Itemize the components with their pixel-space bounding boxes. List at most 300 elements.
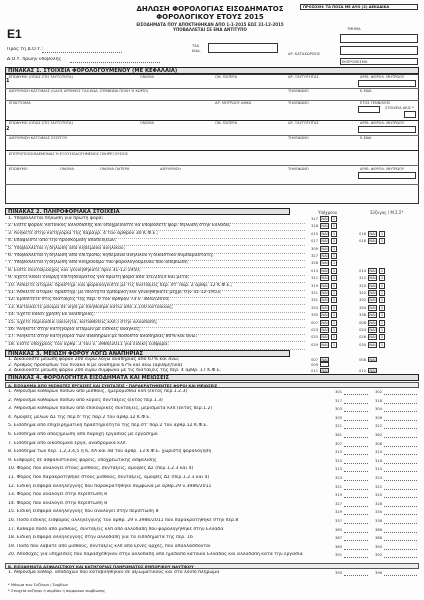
t2-row-text xyxy=(8,283,308,288)
t2-row-yes-box[interactable]: ΝΑΙ xyxy=(321,261,328,266)
t2-row-code1: 331 xyxy=(311,298,318,303)
t1-surname-label: ΕΠΩΝΥΜΟ (ΟΠΩΣ ΣΤΗ ΤΑΥΤΟΤΗΤΑ) xyxy=(9,75,73,79)
t1-sp-address-label: ΔΙΕΥΘΥΝΣΗ ΚΑΤΟΙΚΙΑΣ ΣΥΖΥΓΟΥ xyxy=(9,136,68,140)
t2-row-sp-yes-box[interactable]: ΝΑΙ xyxy=(369,268,376,273)
t2-row-check-box[interactable]: 1 xyxy=(332,261,336,266)
t2-row-check-box[interactable]: 1 xyxy=(332,231,336,236)
t3-row-code1: 011 xyxy=(311,368,318,373)
t2-row-sp-check-box[interactable]: 1 xyxy=(380,239,384,244)
t2-row-sp-check-box[interactable]: 1 xyxy=(380,276,384,281)
t4-row-code2: 386 xyxy=(375,527,382,532)
t2-row-sp-yes-box[interactable]: ΝΑΙ xyxy=(369,298,376,303)
t2-row-code2: 336 xyxy=(359,313,366,318)
t2-row-sp-check-box[interactable]: 1 xyxy=(380,298,384,303)
t2-row-yes-box[interactable]: ΝΑΙ xyxy=(321,268,328,273)
t1-id-label: ΑΡ. ΤΑΥΤΟΤΗΤΑΣ xyxy=(288,75,319,79)
tmima-box[interactable] xyxy=(340,34,418,43)
t2-row-sp-check-box[interactable]: 1 xyxy=(380,268,384,273)
t2-row-yes-box[interactable]: ΝΑΙ xyxy=(321,246,328,251)
t2-row-check-box[interactable]: 1 xyxy=(332,217,336,221)
t2-row-text xyxy=(8,305,308,310)
table1-header: ΠΙΝΑΚΑΣ 1. ΣΤΟΙΧΕΙΑ ΦΟΡΟΛΟΓΟΥΜΕΝΟΥ (ΜΕ ΚΕΦΑΛΑΙΑ) xyxy=(5,67,419,74)
t4-row-amount1[interactable] xyxy=(344,501,368,507)
t1-stoixeia-label: ΣΤΟΙΧΕΙΑ ΑΚΙΣ * xyxy=(385,106,414,110)
t1-email-label: E-MAIL xyxy=(360,89,373,93)
t4-row-number: 20. xyxy=(8,552,16,558)
t4-row-number: 13. xyxy=(8,492,16,498)
t4-row-code2: 330 xyxy=(375,510,382,515)
t1-stoixeia-box[interactable] xyxy=(404,111,416,118)
t1-sp-surname-label: ΕΠΩΝΥΜΟ (ΟΠΩΣ ΣΤΗ ΤΑΥΤΟΤΗΤΑ) xyxy=(9,121,73,125)
t4-row-amount2[interactable] xyxy=(384,398,417,404)
t1-phone2-label: ΤΗΛΕΦΩΝΟ xyxy=(288,101,309,105)
t4-row-code1: 303 xyxy=(335,407,342,412)
t2-row-yes-box[interactable]: ΝΑΙ xyxy=(321,254,328,258)
t2-row-code1: 327 xyxy=(311,254,318,258)
t2-row-number: 2. xyxy=(8,223,13,229)
t1-rep-name: ΟΝΟΜΑ xyxy=(60,167,74,171)
t4-row-label: Αθροισμα καθαρών ποσών από κύριες συντάξεις (εκτός περ.1.3) xyxy=(13,397,163,403)
t4-row-amount2[interactable] xyxy=(384,466,417,472)
t4-row-amount1[interactable] xyxy=(344,484,368,490)
t4-row-amount1[interactable] xyxy=(344,449,368,455)
t4-row-number: 12. xyxy=(8,483,16,489)
t1-sp-name-label: ΟΝΟΜΑ xyxy=(140,121,154,125)
t4-row-amount2[interactable] xyxy=(384,458,417,464)
t2-row-number: 7. xyxy=(8,260,13,266)
t3-row-sp-yes-box[interactable]: ΝΑΙ xyxy=(369,357,376,362)
t4-row-label: Αθροισμα καθαρών ποσών από μισθούς, ημερομίσθια κλπ (εκτός περ.1.2.3) xyxy=(13,389,188,394)
t2-row-text xyxy=(8,297,308,302)
t2-row-label: Υποβάλλεται η δήλωση από επίτροπο, κηδεμόνα ανηλίκου ή δικαστικό συμπαραστάτη; xyxy=(13,253,214,258)
t2-row-sp-yes-box[interactable]: ΝΑΙ xyxy=(369,335,376,340)
t4-row-label: Εισφορές σε ασφαλιστικούς φορείς, υποχρεωτικής ασφάλισης xyxy=(13,457,157,463)
table4-sub-a: Α. ΕΙΣΟΔΗΜΑ ΑΠΟ ΜΙΣΘΩΤΕΣ ΕΡΓΑΣΙΕΣ ΚΑΙ ΣΥΝΤΑΞΕΙΣ - ΠΑΡΑΚΡΑΤΗΘΕΝΤΕΣ ΦΟΡΟΙ ΚΑΙ ΜΕΙΩΣΕΙΣ xyxy=(5,382,419,388)
t4-row-text xyxy=(8,544,330,549)
t2-row-code2: 026 xyxy=(359,335,366,340)
t4-row-code1: 313 xyxy=(335,450,342,455)
t2-row-code1: 029 xyxy=(311,342,318,347)
t4-row-label: Φόρος που αναλογεί στους μισθούς, συντάξεις, αμοιβές ΔΣ (περ.1.2.3 και 4) xyxy=(16,466,194,472)
t1-afm-box[interactable] xyxy=(358,80,416,87)
t4-row-code2: 390 xyxy=(375,544,382,549)
t4-row-amount2[interactable] xyxy=(384,449,417,455)
t2-row-label: Ανήκετε στην κατηγορία των αναπήρων με ποσοστό αναπηρίας 80% και άνω; xyxy=(16,334,198,340)
t2-row-code2: 008 xyxy=(359,320,366,325)
t4-row-code1: 387 xyxy=(335,536,342,541)
t2-row-text xyxy=(8,216,308,221)
t4-row-amount2[interactable] xyxy=(384,509,417,515)
t4-row-amount1[interactable] xyxy=(344,509,368,515)
t2-row-text xyxy=(8,223,308,228)
t2-row-code1: 335 xyxy=(311,313,318,318)
t2-row-label: Είστε συνταξιούχος και γεννηθήκατε πριν 31-12-1950; xyxy=(13,267,141,273)
t4-row-b1-amount2[interactable] xyxy=(384,570,417,576)
t4-row-text xyxy=(8,466,330,471)
t4-row-amount1[interactable] xyxy=(344,518,368,524)
t2-row-code2: 334 xyxy=(359,305,366,310)
t4-row-amount1[interactable] xyxy=(344,398,368,404)
t2-row-label: Υποβάλλεται δήλωση για πρώτη φορά; xyxy=(13,216,104,221)
t2-col-ypoxreos: Υπόχρεου xyxy=(318,210,338,215)
t2-row-label: Κατοικείτε μόνιμα σε νησί με πληθυσμό κάτω από 3.100 κατοίκους; xyxy=(16,304,174,310)
tmima-label: ΤΜΗΜΑ xyxy=(347,27,361,31)
t2-row-label: Ανήκετε στην κατηγορία της παραγρ. 4 του άρθρου 30 Κ.Φ.Ε.; xyxy=(13,230,159,236)
t2-row-sp-check-box[interactable]: 1 xyxy=(380,291,384,295)
t4-row-number: 7. xyxy=(8,440,13,446)
t2-row-check-box[interactable]: 1 xyxy=(332,320,336,325)
t1-address-label: ΔΙΕΥΘΥΝΣΗ ΚΑΤΟΙΚΙΑΣ (ΟΔΟΣ ΑΡΙΘΜΟΣ ΤΑΧ.ΚΩΔ. ΣΥΜΦΩΝΑ ΠΟΛΗ Ή ΧΩΡΙΟ) xyxy=(9,89,149,93)
t3-row-label: Δικαιούστε μείωση φόρου 200 ευρώ σύμφωνα με τις διατάξεις της περ. 4 άρθρ. 17 Κ.Φ.Ε. xyxy=(13,368,222,374)
t2-row-yes-box[interactable]: ΝΑΙ xyxy=(321,224,328,229)
t4-row-amount2[interactable] xyxy=(384,441,417,447)
t3-row-sp-yes-box[interactable]: ΝΑΙ xyxy=(369,368,376,373)
t4-row-code2: 318 xyxy=(375,398,382,403)
t4-row-code2: 302 xyxy=(375,390,382,394)
t1-rep-title: ΕΠΙΤΡΟΠΟΣ/ΚΗΔΕΜΟΝΑΣ Ή ΕΞΟΥΣΙΟΔΟΤΗΜΕΝΟΣ ΠΛΗΡΕΞΟΥΣΙΟΣ xyxy=(9,152,129,156)
t2-row-yes-box[interactable]: ΝΑΙ xyxy=(321,305,328,310)
t2-row-sp-check-box[interactable]: 1 xyxy=(380,231,384,236)
t4-row-code2: 328 xyxy=(375,501,382,506)
t2-row-label: Υποβάλλεται η δήλωση από κληρονόμο του φορολογούμενου που απεβίωσε; xyxy=(13,260,189,266)
t4-row-number: 15. xyxy=(8,509,16,515)
t3-row-yes-box[interactable]: ΝΑΙ xyxy=(321,368,328,373)
t4-row-amount2[interactable] xyxy=(384,484,417,490)
t4-row-code2: 314 xyxy=(375,450,382,455)
t2-row-check-box[interactable]: 1 xyxy=(332,268,336,273)
t2-row-check-box[interactable]: 1 xyxy=(332,342,336,347)
t4-row-label: Φόρος που παρακρατήθηκε στους μισθούς, συντάξεις, αμοιβές ΔΣ (περ.1.2.3 και 4) xyxy=(16,475,210,480)
t4-row-amount2[interactable] xyxy=(384,518,417,524)
t2-row-code2: 322 xyxy=(359,291,366,295)
t4-row-number: 14. xyxy=(8,500,16,506)
t4-row-amount1[interactable] xyxy=(344,466,368,472)
t4-row-number: 19. xyxy=(8,543,16,549)
t2-row-sp-check-box[interactable]: 1 xyxy=(380,328,384,332)
t2-row-check-box[interactable]: 1 xyxy=(332,276,336,281)
t2-row-sp-yes-box[interactable]: ΝΑΙ xyxy=(369,231,376,236)
t2-row-code1: 317 xyxy=(311,217,318,221)
t1-amka-label: ΑΡ. ΜΗΤΡΩΟΥ ΑΜΚΑ xyxy=(215,101,252,105)
t1-rep-phone: ΤΗΛΕΦΩΝΟ xyxy=(288,167,309,171)
t2-row-code1: 015 xyxy=(311,231,318,236)
t1-birth-label: ΕΤΟΣ ΓΕΝΝΗΣΗΣ xyxy=(360,101,391,105)
t1-rep-afm-box[interactable] xyxy=(358,172,416,179)
form-subtitle-2: ΥΠΟΒΑΛΛΕΤΑΙ ΣΕ ΕΝΑ ΑΝΤΙΤΥΠΟ xyxy=(173,27,247,32)
t4-row-amount1[interactable] xyxy=(344,492,368,498)
form-title-1: ΔΗΛΩΣΗ ΦΟΡΟΛΟΓΙΑΣ ΕΙΣΟΔΗΜΑΤΟΣ xyxy=(136,5,284,13)
t2-row-number: 10. xyxy=(8,282,16,288)
t2-row-text xyxy=(8,342,308,347)
t2-row-yes-box[interactable]: ΝΑΙ xyxy=(321,298,328,303)
t2-row-text xyxy=(8,290,308,295)
t4-row-b1-text: 1. Αθροισμα καθαρ. αποδοχών που καταβλήθηκαν σε αξιωματικούς και στο λοιπό πλήρωμα xyxy=(8,570,220,575)
tax-label: ΤΑΧ xyxy=(192,44,200,48)
t4-row-label: Εισόδημα από οικοδομικά έργα, αναδρομικά κλπ. xyxy=(13,440,127,446)
t4-row-label: Ποσό ειδικής εισφοράς αλληλεγγύης του άρθρ. 29 ν.3986/2011 που παρακρατήθηκε στην περ.8 xyxy=(16,518,239,523)
t2-row-number: 13. xyxy=(8,304,16,310)
t2-row-yes-box[interactable]: ΝΑΙ xyxy=(321,328,328,332)
t1-father-label: ΟΝ. ΠΑΤΕΡΑ xyxy=(215,75,238,79)
t2-row-sp-yes-box[interactable]: ΝΑΙ xyxy=(369,239,376,244)
t1-rep-surname: ΕΠΩΝΥΜΟ xyxy=(9,167,28,171)
t4-row-text xyxy=(8,475,330,480)
t4-row-amount1[interactable] xyxy=(344,415,368,421)
t2-row-yes-box[interactable]: ΝΑΙ xyxy=(321,335,328,340)
t2-row-yes-box[interactable]: ΝΑΙ xyxy=(321,291,328,295)
t4-row-amount2[interactable] xyxy=(384,423,417,429)
t2-row-sp-yes-box[interactable]: ΝΑΙ xyxy=(369,291,376,295)
table3-header: ΠΙΝΑΚΑΣ 3. ΜΕΙΩΣΗ ΦΟΡΟΥ ΛΟΓΩ ΑΝΑΠΗΡΙΑΣ xyxy=(5,350,290,357)
t4-row-amount2[interactable] xyxy=(384,544,417,550)
table4-header: ΠΙΝΑΚΑΣ 4. ΦΟΡΟΛΟΓΗΤΕΑ ΕΙΣΟΔΗΜΑΤΑ ΚΑΙ ΜΕΙΩΣΕΙΣ xyxy=(5,374,419,381)
table4-sub-b: Β. ΕΙΣΟΔΗΜΑΤΑ ΑΣΦΑΛΙΣΤΙΚΟΥ ΚΑΙ ΚΑΤΗΓΟΡΙΑΣ ΠΛΗΡΩΜΑΤΟΣ ΕΜΠΟΡΙΚΟΥ ΝΑΥΤΙΚΟΥ xyxy=(5,563,419,569)
t4-row-label: Αποδοχές για υπηρεσίες που παρασχέθηκαν στην αλλοδαπή από ημεδαπό κάτοικο Ελλάδας και αλλοδαπή κατά την εργασία xyxy=(16,552,303,558)
t2-row-text xyxy=(8,312,308,317)
t2-row-code1: 007 xyxy=(311,320,318,325)
t2-row-text xyxy=(8,334,308,339)
t4-row-code2: 392 xyxy=(375,553,382,558)
t4-row-text xyxy=(8,518,330,523)
t4-row-code2: 362 xyxy=(375,433,382,437)
t4-row-code1: 305 xyxy=(335,415,342,420)
t4-row-code2: 322 xyxy=(375,484,382,489)
t1-birth-box[interactable] xyxy=(358,106,380,113)
t4-row-code1: 385 xyxy=(335,527,342,532)
t2-row-code2: 018 xyxy=(359,239,366,244)
t1-rep-father: ΟΝΟΜΑ ΠΑΤΕΡΑ xyxy=(100,167,130,171)
t4-row-number: 16. xyxy=(8,518,16,523)
t2-row-code2: 332 xyxy=(359,298,366,303)
t2-row-code2: 312 xyxy=(359,276,366,281)
t2-row-yes-box[interactable]: ΝΑΙ xyxy=(321,313,328,318)
t4-row-amount2[interactable] xyxy=(384,492,417,498)
t4-row-code1: 321 xyxy=(335,424,342,429)
kod-label: ΚΩΔ. xyxy=(192,49,201,53)
t4-row-number: 1. xyxy=(8,389,13,394)
t3-row-number: 2. xyxy=(8,362,13,368)
t2-row-check-box[interactable]: 1 xyxy=(332,224,336,229)
t1-sp-father-label: ΟΝ. ΠΑΤΕΡΑ xyxy=(215,121,238,125)
t4-row-amount1[interactable] xyxy=(344,389,368,395)
t3-row-code1: 007 xyxy=(311,357,318,362)
t4-row-text xyxy=(8,423,330,428)
t2-row-number: 3. xyxy=(8,230,13,236)
t2-row-sp-yes-box[interactable]: ΝΑΙ xyxy=(369,283,376,288)
t2-row-sp-yes-box[interactable]: ΝΑΙ xyxy=(369,328,376,332)
t1-rep-afm: ΑΡΙΘ. ΦΟΡΟΛ. ΜΗΤΡΩΟΥ xyxy=(360,167,405,171)
form-title-2: ΦΟΡΟΛΟΓΙΚΟΥ ΕΤΟΥΣ 2015 xyxy=(156,13,264,21)
t4-row-amount1[interactable] xyxy=(344,423,368,429)
t1-mark-2: 2 xyxy=(6,126,10,132)
form-code: E1 xyxy=(7,27,22,41)
t4-row-amount2[interactable] xyxy=(384,552,417,558)
t4-row-text xyxy=(8,535,330,540)
t3-row-label: Δικαιούστε μείωση φόρου 200 ευρώ λόγω αναπηρίας από 67% και άνω; xyxy=(13,357,180,362)
t4-row-text xyxy=(8,398,330,403)
t2-row-label: Εμπίπτετε στις διατάξεις της περ. δ του άρθρου 73 ν. 3842/2010; xyxy=(16,297,170,303)
ar-kataxorisis-box[interactable] xyxy=(340,46,418,55)
t2-row-number: 5. xyxy=(8,245,13,251)
t4-row-amount1[interactable] xyxy=(344,475,368,481)
t4-row-amount2[interactable] xyxy=(384,527,417,533)
t2-row-yes-box[interactable]: ΝΑΙ xyxy=(321,217,328,221)
t4-row-label: Καθαρό ποσό από μισθούς, συντάξεις κλπ από αλλοδαπή που φορολογήθηκε στην Ελλάδα xyxy=(16,526,224,532)
t4-row-b1-amount1[interactable] xyxy=(344,570,368,576)
t2-row-check-box[interactable]: 1 xyxy=(332,291,336,295)
t4-row-label: Αμοιβές μελών ΔΣ της περ.δ' της παρ.2 του άρθρ.12 Κ.Φ.Ε. xyxy=(13,414,151,420)
t4-row-amount2[interactable] xyxy=(384,389,417,395)
doy-prin-label: Δ.Ο.Υ. πρώην υποβολής xyxy=(7,57,62,62)
t4-row-number: 18. xyxy=(8,535,16,541)
t2-row-code1: 318 xyxy=(311,224,318,229)
t4-row-amount1[interactable] xyxy=(344,432,368,438)
t4-row-text xyxy=(8,492,330,497)
t3-row-code2: 012 xyxy=(359,368,366,373)
t2-row-number: 14. xyxy=(8,312,16,318)
t4-row-code1: 319 xyxy=(335,493,342,498)
t2-row-code1: 328 xyxy=(311,261,318,266)
t2-col-syzygos: Σύζυγος / Μ.Σ.Σ* xyxy=(370,210,404,215)
t4-row-amount1[interactable] xyxy=(344,406,368,412)
t4-row-label: Εισόδημα από επιχειρηματική δραστηριότητα της περ.στ' παρ.2 του άρθρ.12 Κ.Φ.Ε. xyxy=(13,423,208,429)
t2-row-sp-yes-box[interactable]: ΝΑΙ xyxy=(369,276,376,281)
t1-phone-label: ΤΗΛΕΦΩΝΟ xyxy=(288,89,309,93)
t4-row-label: Φόρος που αναλογεί στην περίπτωση 8 xyxy=(16,492,108,498)
table2-header: ΠΙΝΑΚΑΣ 2. ΠΛΗΡΟΦΟΡΙΑΚΑ ΣΤΟΙΧΕΙΑ xyxy=(5,208,290,215)
t2-row-number: 8. xyxy=(8,267,13,273)
t4-row-b1-code1: 395 xyxy=(335,571,342,575)
t4-row-text xyxy=(8,552,330,557)
t2-row-code2: 024 xyxy=(359,328,366,332)
t2-row-sp-yes-box[interactable]: ΝΑΙ xyxy=(369,313,376,318)
t4-row-amount2[interactable] xyxy=(384,415,417,421)
t2-row-yes-box[interactable]: ΝΑΙ xyxy=(321,283,328,288)
t4-row-code2: 308 xyxy=(375,441,382,446)
t2-row-check-box[interactable]: 1 xyxy=(332,283,336,288)
t2-row-check-box[interactable]: 1 xyxy=(332,328,336,332)
t2-row-check-box[interactable]: 1 xyxy=(332,246,336,251)
t4-row-code1: 361 xyxy=(335,433,342,437)
t2-row-sp-check-box[interactable]: 1 xyxy=(380,305,384,310)
t4-row-amount1[interactable] xyxy=(344,535,368,541)
t2-row-check-box[interactable]: 1 xyxy=(332,313,336,318)
t2-row-code2: 016 xyxy=(359,231,366,236)
t4-row-number: 17. xyxy=(8,526,16,532)
t4-row-label: Αθροισμα καθαρών ποσών από επικουρικές συντάξεις, μερίσματα κλπ (εκτός περ.1.2) xyxy=(13,406,213,412)
t2-row-code2: 320 xyxy=(359,283,366,288)
t2-row-sp-yes-box[interactable]: ΝΑΙ xyxy=(369,305,376,310)
t2-row-label: Ανήκετε στην κατηγορία ατόμων με ειδικές ανάγκες; xyxy=(16,327,141,332)
t2-row-text xyxy=(8,246,308,251)
t3-row-text xyxy=(8,363,308,368)
t4-row-label: Εισόδημα από αποζημίωση από παροχή εργασίας με εργόσημο xyxy=(13,432,158,437)
t4-row-text xyxy=(8,441,330,446)
t3-row-yes-box[interactable]: ΝΑΙ xyxy=(321,357,328,362)
t2-row-yes-box[interactable]: ΝΑΙ xyxy=(321,276,328,281)
t2-row-text xyxy=(8,260,308,265)
t4-row-amount2[interactable] xyxy=(384,535,417,541)
t4-row-amount2[interactable] xyxy=(384,475,417,481)
t3-row-text xyxy=(8,368,308,373)
t2-row-sp-yes-box[interactable]: ΝΑΙ xyxy=(369,320,376,325)
t2-row-number: 1. xyxy=(8,216,13,221)
t2-row-label: Είστε φορολ. κάτοικος αλλοδαπής και υποχρεούστε να υποβάλετε φορ. δήλωση στην Ελλάδα; xyxy=(13,223,231,229)
t2-row-check-box[interactable]: 1 xyxy=(332,254,336,258)
t2-row-sp-yes-box[interactable]: ΝΑΙ xyxy=(369,342,376,347)
t2-row-sp-check-box[interactable]: 1 xyxy=(380,320,384,325)
t1-afm-label: ΑΡΙΘ. ΦΟΡΟΛ. ΜΗΤΡΩΟΥ xyxy=(360,75,405,79)
t2-row-label: Υποβάλλεται η δήλωση από κηδεμόνα ανηλίκου; xyxy=(13,245,126,251)
t2-row-number: 15. xyxy=(8,319,16,325)
t4-row-amount1[interactable] xyxy=(344,544,368,550)
t4-row-amount2[interactable] xyxy=(384,501,417,507)
t2-row-label: Έχετε περιουσία (ακίνητα, καταθέσεις κλπ.) στην αλλοδαπή; xyxy=(16,319,158,325)
t4-row-text xyxy=(8,509,330,514)
t1-sp-phone-label: ΤΗΛΕΦΩΝΟ xyxy=(288,136,309,140)
t4-row-text xyxy=(8,449,330,454)
t1-rep-address: ΔΙΕΥΘΥΝΣΗ xyxy=(160,167,181,171)
t2-row-yes-box[interactable]: ΝΑΙ xyxy=(321,342,328,347)
t2-row-check-box[interactable]: 1 xyxy=(332,298,336,303)
t4-row-label: Ειδική εισφορά αλληλεγγύης που αναλογεί στην περίπτωση 8 xyxy=(16,509,159,515)
t4-row-amount1[interactable] xyxy=(344,527,368,533)
t1-sp-afm-box[interactable] xyxy=(358,126,416,133)
t4-row-code1: 337 xyxy=(335,519,342,523)
t4-row-amount1[interactable] xyxy=(344,441,368,447)
t3-row-number: 3. xyxy=(8,368,13,374)
t4-row-code2: 320 xyxy=(375,493,382,498)
t2-row-yes-box[interactable]: ΝΑΙ xyxy=(321,231,328,236)
t4-row-amount1[interactable] xyxy=(344,458,368,464)
t4-row-code1: 315 xyxy=(335,458,342,463)
t3-row-code2: 008 xyxy=(359,357,366,362)
t2-row-text xyxy=(8,268,308,273)
t3-row-code1: 009 xyxy=(311,363,318,368)
t4-row-label: Φόρος που αναλογεί στην περίπτωση 8 xyxy=(16,500,108,506)
t4-row-amount2[interactable] xyxy=(384,406,417,412)
t2-row-check-box[interactable]: 1 xyxy=(332,305,336,310)
t4-row-amount1[interactable] xyxy=(344,552,368,558)
t2-row-sp-check-box[interactable]: 1 xyxy=(380,283,384,288)
t4-row-text xyxy=(8,389,330,394)
t2-row-yes-box[interactable]: ΝΑΙ xyxy=(321,320,328,325)
t2-row-code1: 319 xyxy=(311,283,318,288)
t3-row-yes-box[interactable] xyxy=(320,362,329,367)
t2-row-sp-check-box[interactable]: 1 xyxy=(380,342,384,347)
tax-kod-box[interactable] xyxy=(208,43,278,53)
t4-row-code1: 391 xyxy=(335,553,342,558)
t4-row-number: 3. xyxy=(8,406,13,412)
t2-row-text xyxy=(8,238,308,243)
t4-row-number: 11. xyxy=(8,475,16,480)
t2-row-check-box[interactable]: 1 xyxy=(332,335,336,340)
t4-row-number: 10. xyxy=(8,466,16,472)
t2-row-check-box[interactable]: 1 xyxy=(332,239,336,244)
t1-mark-1: 1 xyxy=(6,78,10,84)
t2-row-number: 6. xyxy=(8,253,13,258)
t2-row-sp-check-box[interactable]: 1 xyxy=(380,335,384,340)
t2-row-code1: 321 xyxy=(311,291,318,295)
footnote-2: * Στοιχεία συζύγου ή συμβίου ή συμφώνου συμβίωσης xyxy=(8,589,106,593)
pros-doy-label: Προς τη Δ.Ο.Υ.: xyxy=(7,47,43,52)
t4-row-code2: 314 xyxy=(375,467,382,472)
t4-row-text xyxy=(8,415,330,420)
t4-row-amount2[interactable] xyxy=(384,432,417,438)
t2-row-yes-box[interactable]: ΝΑΙ xyxy=(321,239,328,244)
t2-row-sp-check-box[interactable]: 1 xyxy=(380,313,384,318)
t4-row-text xyxy=(8,406,330,411)
